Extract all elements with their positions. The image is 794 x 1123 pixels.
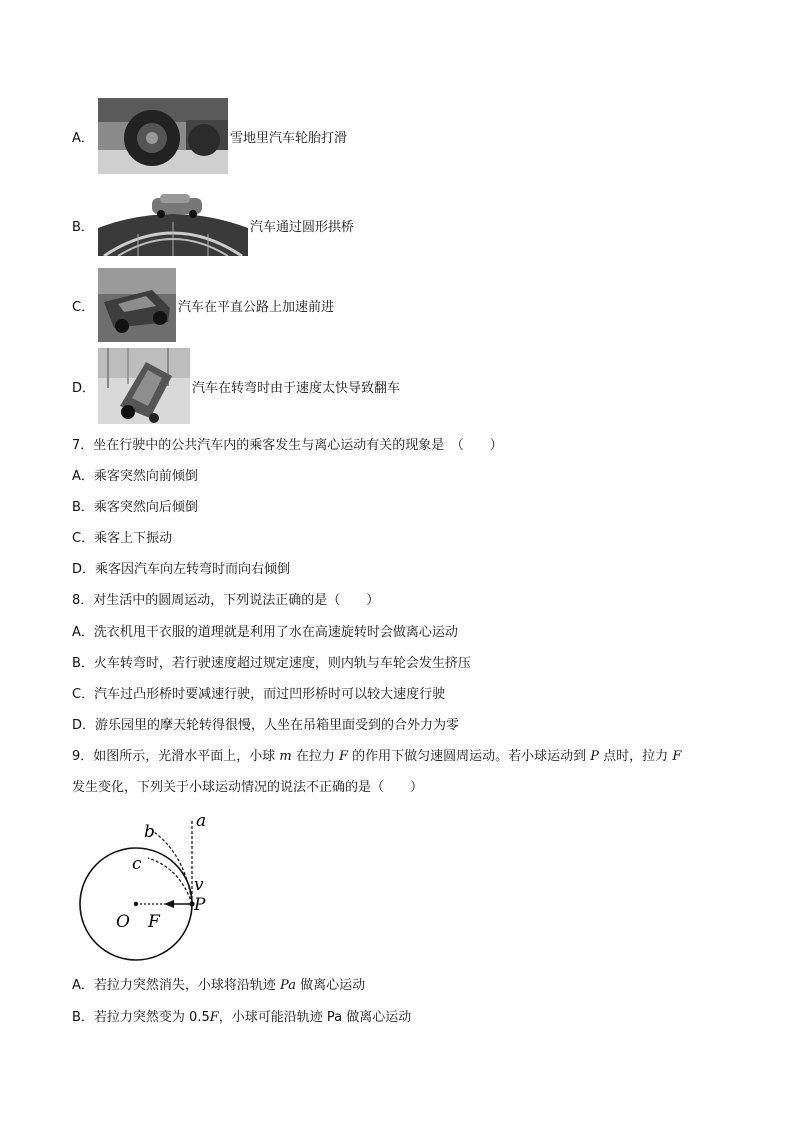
label-a: a [196,811,207,831]
center-point [134,902,138,906]
label-F: F [148,912,160,932]
option-caption: 汽车通过圆形拱桥 [250,219,355,235]
option-caption: 汽车在转弯时由于速度太快导致翻车 [192,380,401,396]
circular-motion-diagram [72,810,232,962]
q6-option-c[interactable] [72,268,334,342]
car-accelerating-photo [98,268,176,342]
q8-stem: 8．对生活中的圆周运动，下列说法正确的是（ ） [72,593,380,608]
q8-option-c[interactable]: C．汽车过凸形桥时要减速行驶，而过凹形桥时可以较大速度行驶 [72,687,446,702]
q8-option-b[interactable]: B．火车转弯时，若行驶速度超过规定速度，则内轨与车轮会发生挤压 [72,656,471,671]
q7-option-d[interactable]: D．乘客因汽车向左转弯时而向右倾倒 [72,562,291,577]
car-on-arch-bridge-photo [98,194,248,256]
var-m: m [279,749,292,764]
option-text: ，小球可能沿轨迹 Pa 做离心运动 [218,1010,412,1025]
q9-stem-text-3: 的作用下做匀速圆周运动。若小球运动到 [348,749,591,764]
var-F: F [209,1010,219,1025]
truck-tire-in-snow-photo [98,98,228,174]
q7-stem: 7．坐在行驶中的公共汽车内的乘客发生与离心运动有关的现象是 （ ） [72,438,503,453]
option-text: A．若拉力突然消失，小球将沿轨迹 [72,978,281,993]
q7-option-b[interactable]: B．乘客突然向后倾倒 [72,500,198,515]
q9-option-a[interactable] [72,977,365,995]
option-text: B．若拉力突然变为 0.5 [72,1010,210,1025]
q7-option-a[interactable]: A．乘客突然向前倾倒 [72,469,198,484]
car-rollover-photo [98,348,190,424]
label-P: P [194,895,206,915]
q8-option-d[interactable]: D．游乐园里的摩天轮转得很慢，人坐在吊箱里面受到的合外力为零 [72,718,460,733]
q9-stem-text-1: 9．如图所示，光滑水平面上，小球 [72,749,280,764]
force-arrowhead [164,900,174,908]
q9-stem-text-4: 点时，拉力 [599,749,673,764]
label-c: c [132,854,142,874]
option-letter: D． [72,380,96,396]
option-letter: A． [72,130,94,146]
var-F: F [672,749,682,764]
var-Pa: Pa [280,978,296,993]
q8-option-a[interactable]: A．洗衣机甩干衣服的道理就是利用了水在高速旋转时会做离心运动 [72,625,458,640]
trajectory-b [154,832,192,904]
q9-stem-text-2: 在拉力 [291,749,339,764]
var-P: P [590,749,600,764]
q6-option-b[interactable] [72,194,354,256]
option-text: 做离心运动 [295,978,366,993]
label-O: O [116,912,130,932]
label-b: b [144,822,155,842]
option-letter: B． [72,219,94,235]
q6-option-a[interactable] [72,98,347,174]
q9-stem [72,748,681,766]
trajectory-c [148,858,192,904]
q9-stem-line2: 发生变化，下列关于小球运动情况的说法不正确的是（ ） [72,780,424,795]
q7-option-c[interactable]: C．乘客上下振动 [72,531,173,546]
label-v: v [194,875,204,895]
option-caption: 雪地里汽车轮胎打滑 [230,130,348,146]
q6-option-d[interactable] [72,348,400,424]
option-caption: 汽车在平直公路上加速前进 [178,299,335,315]
option-letter: C． [72,299,95,315]
q9-option-b[interactable] [72,1009,411,1027]
var-F: F [339,749,349,764]
